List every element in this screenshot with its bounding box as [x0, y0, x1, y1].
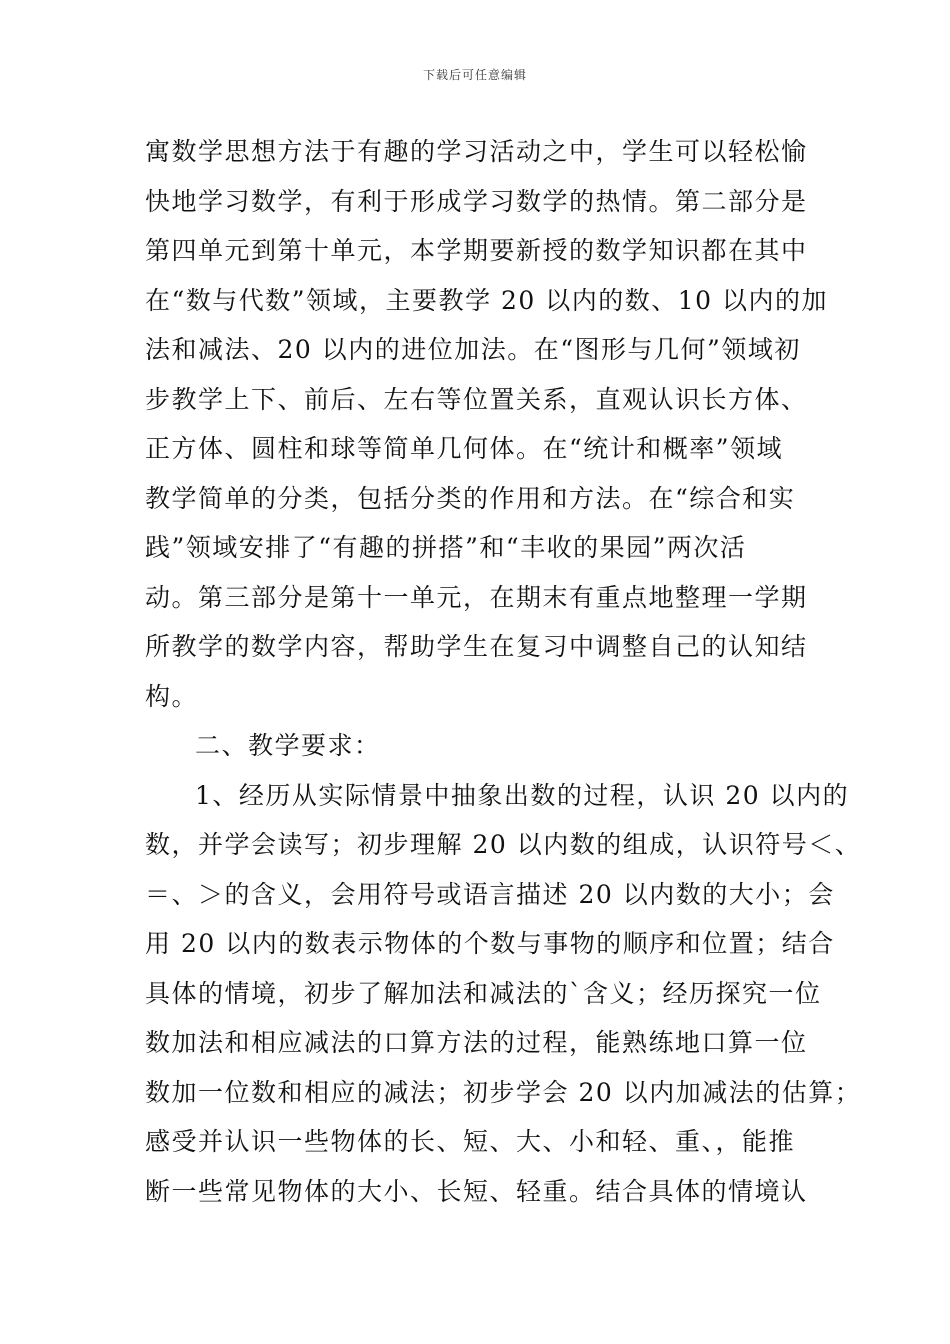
text-line: 断一些常见物体的大小、长短、轻重。结合具体的情境认 — [145, 1176, 808, 1206]
text-line: 快地学习数学，有利于形成学习数学的热情。第二部分是 — [145, 186, 808, 216]
section-heading: 二、教学要求： — [195, 731, 381, 760]
text-line: 教学简单的分类，包括分类的作用和方法。在“综合和实 — [145, 483, 796, 513]
text-line: 寓数学思想方法于有趣的学习活动之中，学生可以轻松愉 — [145, 137, 808, 166]
text-line: 数，并学会读写；初步理解 20 以内数的组成，认识符号＜、 — [145, 830, 862, 859]
text-line: 具体的情境，初步了解加法和减法的`含义；经历探究一位 — [145, 978, 822, 1008]
text-line: 动。第三部分是第十一单元，在期末有重点地整理一学期 — [145, 582, 808, 612]
text-line: 构。 — [145, 681, 199, 711]
text-line: 数加法和相应减法的口算方法的过程，能熟练地口算一位 — [145, 1028, 808, 1057]
text-line: 所教学的数学内容，帮助学生在复习中调整自己的认知结 — [145, 632, 808, 661]
text-line: 法和减法、20 以内的进位加法。在“图形与几何”领域初 — [145, 335, 801, 364]
text-line: ＝、＞的含义，会用符号或语言描述 20 以内数的大小；会 — [145, 879, 835, 909]
text-line: 步教学上下、前后、左右等位置关系，直观认识长方体、 — [145, 384, 808, 414]
text-line: 1、经历从实际情景中抽象出数的过程，认识 20 以内的 — [195, 780, 850, 810]
text-line: 在“数与代数”领域，主要教学 20 以内的数、10 以内的加 — [145, 285, 829, 315]
text-line: 第四单元到第十单元，本学期要新授的数学知识都在其中 — [145, 236, 808, 265]
body-text — [145, 127, 862, 1216]
text-line: 正方体、圆柱和球等简单几何体。在“统计和概率”领域 — [145, 434, 784, 463]
text-line: 用 20 以内的数表示物体的个数与事物的顺序和位置；结合 — [145, 929, 835, 958]
text-line: 践”领域安排了“有趣的拼搭”和“丰收的果园”两次活 — [145, 533, 747, 562]
page-header: 下载后可任意编辑 — [422, 68, 527, 82]
text-line: 数加一位数和相应的减法；初步学会 20 以内加减法的估算； — [145, 1077, 862, 1107]
text-line: 感受并认识一些物体的长、短、大、小和轻、重、，能推 — [145, 1127, 796, 1156]
